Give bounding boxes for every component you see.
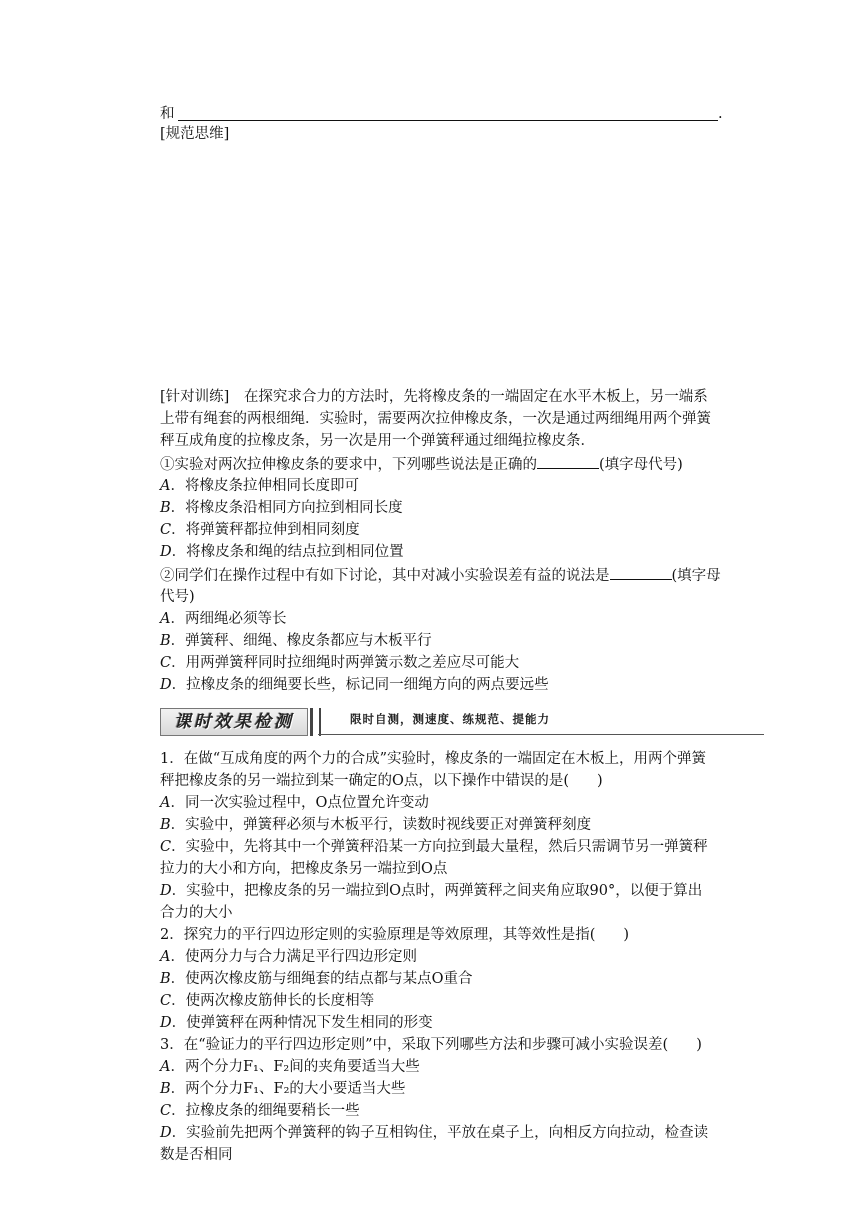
training-line-2: 上带有绳套的两根细绳．实验时，需要两次拉伸橡皮条，一次是通过两细绳用两个弹簧 [160, 411, 711, 427]
q1-option-a: A．同一次实验过程中，O点位置允许变动 [160, 795, 429, 811]
training-q1-option-a: A．将橡皮条拉伸相同长度即可 [160, 478, 359, 494]
section-banner [160, 708, 764, 734]
q2-option-b: B．使两次橡皮筋与细绳套的结点都与某点O重合 [160, 971, 473, 987]
q3-option-d-cont: 数是否相同 [160, 1147, 233, 1163]
training-q2-cont: 代号) [160, 589, 195, 605]
q1-option-d-cont: 合力的大小 [160, 905, 233, 921]
q1-option-d: D．实验中，把橡皮条的另一端拉到O点时，两弹簧秤之间夹角应取90°，以便于算出 [160, 883, 703, 899]
training-q2-option-b: B．弹簧秤、细绳、橡皮条都应与木板平行 [160, 633, 432, 649]
answer-period: . [718, 106, 723, 122]
training-q1-option-d: D．将橡皮条和绳的结点拉到相同位置 [160, 544, 404, 560]
q3-option-d: D．实验前先把两个弹簧秤的钩子互相钩住，平放在桌子上，向相反方向拉动，检查读 [160, 1125, 709, 1141]
guifan-heading: [规范思维] [160, 126, 230, 142]
q3-line-1: 3．在“验证力的平行四边形定则”中，采取下列哪些方法和步骤可减小实验误差( ) [160, 1037, 702, 1053]
training-q1-option-b: B．将橡皮条沿相同方向拉到相同长度 [160, 500, 403, 516]
banner-divider-icon [310, 708, 321, 736]
banner-rule [318, 734, 764, 735]
training-q2 [160, 565, 721, 586]
banner-title: 课时效果检测 [160, 708, 308, 736]
q3-option-a: A．两个分力F₁、F₂间的夹角要适当大些 [160, 1059, 420, 1075]
training-q1 [160, 454, 683, 475]
training-q1-hint: (填字母代号) [599, 457, 683, 473]
q2-option-c: C．使两次橡皮筋伸长的长度相等 [160, 993, 375, 1009]
q2-line-1: 2．探究力的平行四边形定则的实验原理是等效原理，其等效性是指( ) [160, 927, 630, 943]
training-q2-text: ②同学们在操作过程中有如下讨论，其中对减小实验误差有益的说法是 [160, 568, 610, 584]
fill-blank [610, 565, 672, 580]
training-q2-option-d: D．拉橡皮条的细绳要长些，标记同一细绳方向的两点要远些 [160, 677, 549, 693]
training-q2-hint: (填字母 [671, 568, 721, 584]
training-q1-text: ①实验对两次拉伸橡皮条的要求中，下列哪些说法是正确的 [160, 457, 537, 473]
q1-option-c-cont: 拉力的大小和方向，把橡皮条另一端拉到O点 [160, 861, 448, 877]
q2-option-d: D．使弹簧秤在两种情况下发生相同的形变 [160, 1015, 433, 1031]
training-line-3: 秤互成角度的拉橡皮条，另一次是用一个弹簧秤通过细绳拉橡皮条． [160, 433, 595, 449]
training-line-1: [针对训练] 在探究求合力的方法时，先将橡皮条的一端固定在水平木板上，另一端系 [160, 389, 708, 405]
q3-option-c: C．拉橡皮条的细绳要稍长一些 [160, 1103, 360, 1119]
fill-blank [537, 454, 599, 469]
training-q2-option-c: C．用两弹簧秤同时拉细绳时两弹簧示数之差应尽可能大 [160, 655, 520, 671]
training-q1-option-c: C．将弹簧秤都拉伸到相同刻度 [160, 522, 360, 538]
q3-option-b: B．两个分力F₁、F₂的大小要适当大些 [160, 1081, 406, 1097]
he-char: 和 [160, 106, 175, 122]
q1-line-2: 秤把橡皮条的另一端拉到某一确定的O点，以下操作中错误的是( ) [160, 773, 603, 789]
q1-option-b: B．实验中，弹簧秤必须与木板平行，读数时视线要正对弹簧秤刻度 [160, 817, 592, 833]
training-q2-option-a: A．两细绳必须等长 [160, 611, 287, 627]
q1-option-c: C．实验中，先将其中一个弹簧秤沿某一方向拉到最大量程，然后只需调节另一弹簧秤 [160, 839, 708, 855]
q1-line-1: 1．在做“互成角度的两个力的合成”实验时，橡皮条的一端固定在木板上，用两个弹簧 [160, 751, 707, 767]
answer-line [160, 104, 175, 124]
q2-option-a: A．使两分力与合力满足平行四边形定则 [160, 949, 417, 965]
banner-subtitle: 限时自测，测速度、练规范、提能力 [350, 712, 550, 726]
answer-blank-rule [178, 120, 718, 121]
